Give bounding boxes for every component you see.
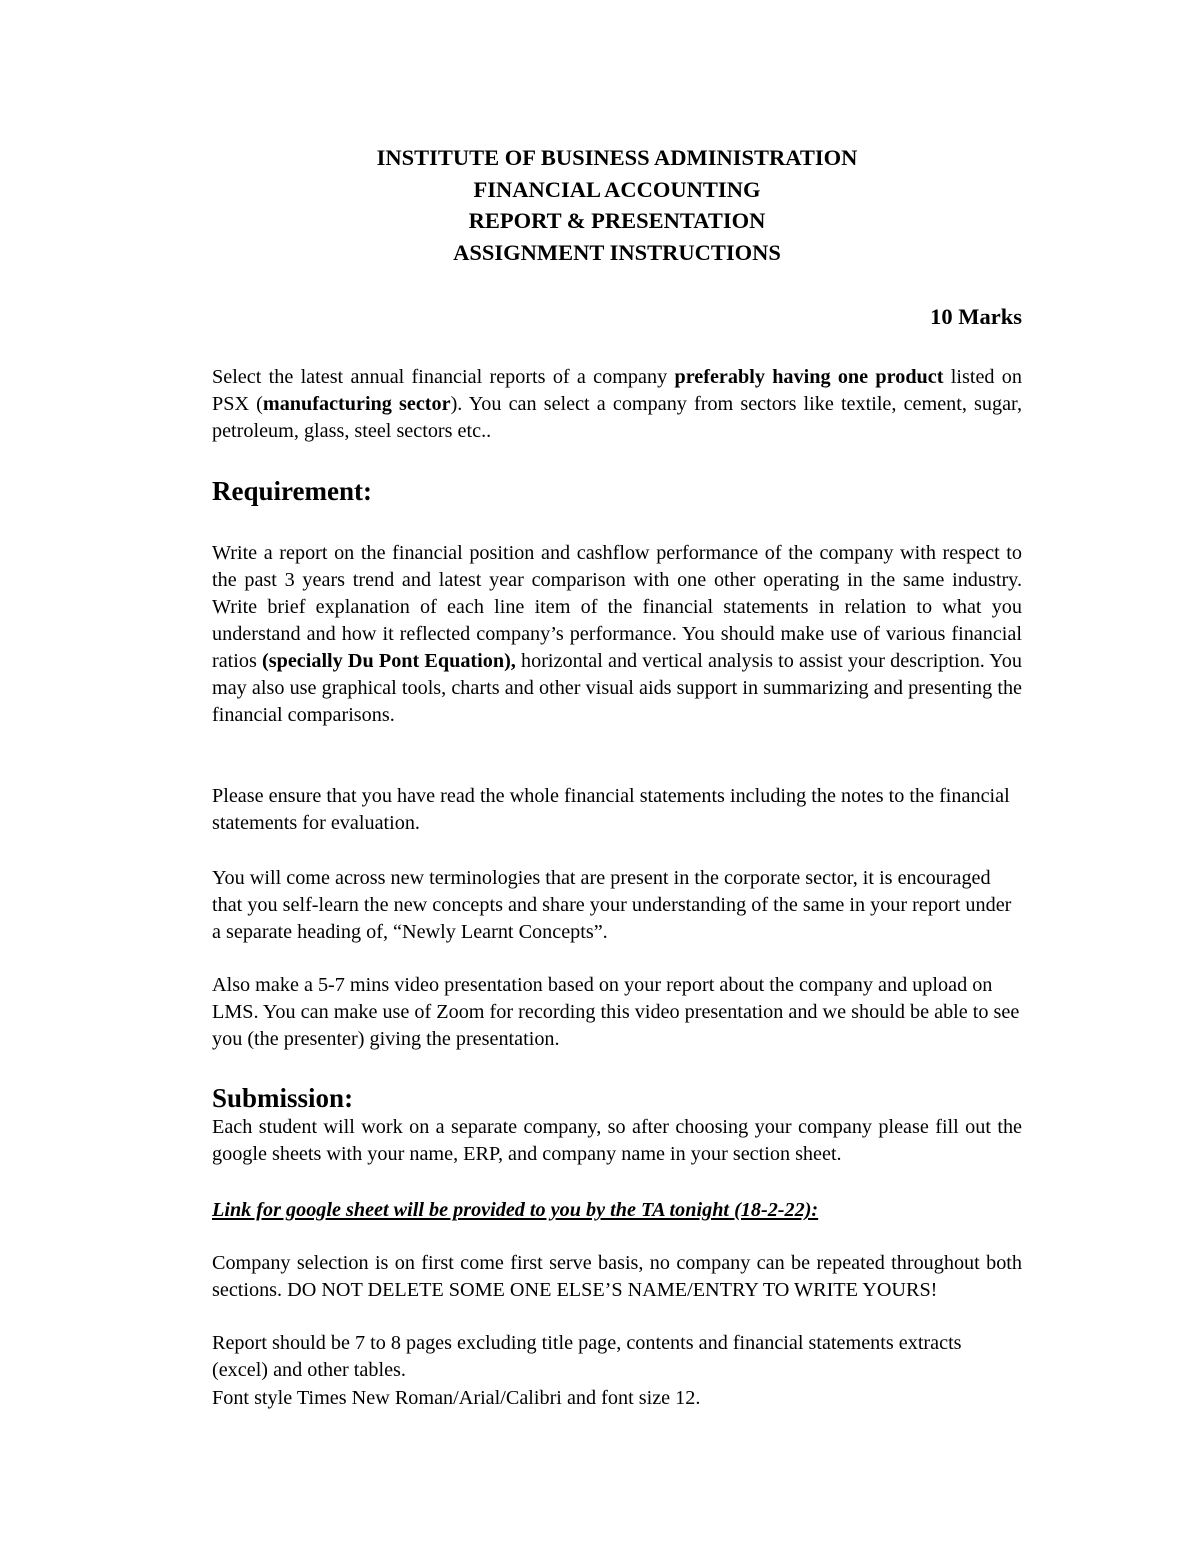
requirement-paragraph-4: Also make a 5-7 mins video presentation based on your report about the company and upload on LMS. You can make use of Zoom for recording this video presentation and we should be able to see you (the presenter) giving the presentation. (212, 974, 1020, 1050)
document-header (212, 142, 1022, 268)
requirement-paragraph-2: Please ensure that you have read the whole financial statements including the notes to the financial statements for evaluation. (212, 785, 1010, 834)
requirement-paragraph-3: You will come across new terminologies that are present in the corporate sector, it is encouraged that you self-learn the new concepts and share your understanding of the same in your report under a separate heading of, “Newly Learnt Concepts”. (212, 867, 1012, 943)
intro-text-2: listed on PSX ( (212, 366, 1022, 415)
intro-bold-2: manufacturing sector (262, 393, 451, 415)
course-title: FINANCIAL ACCOUNTING (473, 176, 761, 202)
intro-bold-1: preferably having one product (674, 366, 944, 388)
submission-paragraph-1: Each student will work on a separate company, so after choosing your company please fill out the google sheets with your name, ERP, and company name in your section sheet. (212, 1116, 1022, 1165)
req-text-2: horizontal and vertical analysis to assist your description. You may also use graphical tools, charts and other visual aids support in summarizing and presenting the financial comparisons. (212, 650, 1022, 726)
submission-paragraph-2: Company selection is on first come first serve basis, no company can be repeated throughout both sections. DO NOT DELETE SOME ONE ELSE’S NAME/ENTRY TO WRITE YOURS! (212, 1252, 1022, 1301)
intro-text-1: Select the latest annual financial reports of a company (212, 366, 675, 388)
intro-paragraph (212, 364, 1022, 445)
marks-label: 10 Marks (930, 304, 1022, 329)
intro-text-3: ). You can select a company from sectors like textile, cement, sugar, petroleum, glass, steel sectors etc.. (212, 393, 1022, 442)
req-text-1: Write a report on the financial position and cashflow performance of the company with respect to the past 3 years trend and latest year comparison with one other operating in the same industry. Write brief explanation of each line item of the financial statements in relation to what you understand and how it reflected company’s performance. You should make use of various financial ratios (212, 542, 1022, 672)
requirement-heading: Requirement: (212, 476, 372, 506)
google-sheet-link-note: Link for google sheet will be provided to you by the TA tonight (18-2-22): (212, 1199, 819, 1221)
assignment-title: ASSIGNMENT INSTRUCTIONS (453, 239, 781, 265)
report-title: REPORT & PRESENTATION (468, 208, 766, 233)
submission-paragraph-3: Report should be 7 to 8 pages excluding title page, contents and financial statements extracts (excel) and other tables. (212, 1332, 962, 1381)
req-bold-1: (specially Du Pont Equation), (262, 650, 516, 672)
submission-paragraph-4: Font style Times New Roman/Arial/Calibri and font size 12. (212, 1387, 701, 1409)
institute-title: INSTITUTE OF BUSINESS ADMINISTRATION (376, 145, 858, 170)
requirement-paragraph-1 (212, 540, 1022, 729)
submission-heading: Submission: (212, 1083, 354, 1113)
